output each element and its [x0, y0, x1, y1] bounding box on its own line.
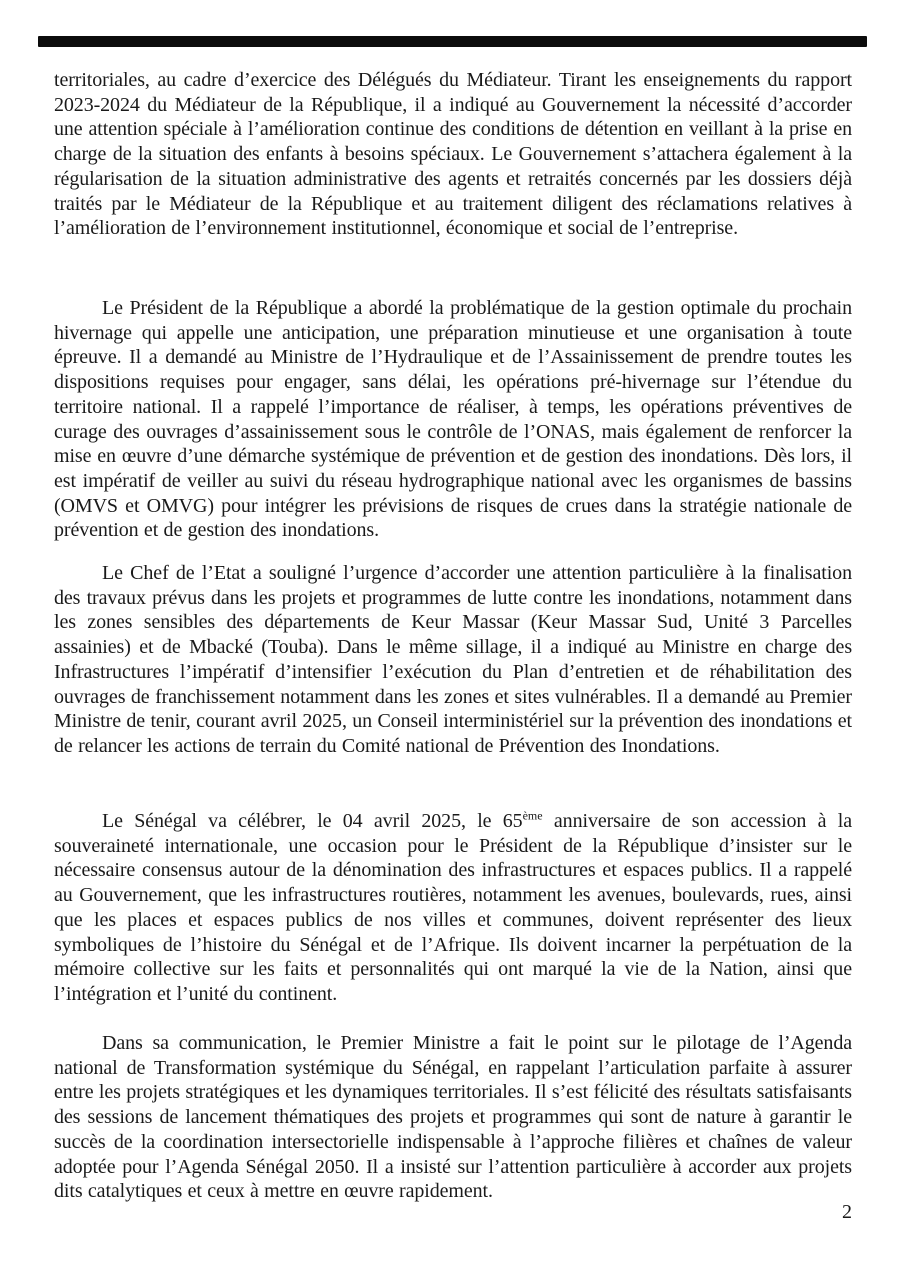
scan-artifact-bar [38, 36, 867, 47]
paragraph-segment: anniversaire de son accession à la souveraineté internationale, une occasion pour le Président de la République d’insister sur le nécessaire consensus autour de la dénomination des infrastructures et espaces publics. Il a rappelé au Gouvernement, que les infrastructures routières, notamment les avenues, boulevards, rues, ainsi que les places et espaces publics de nos villes et communes, doivent représenter des lieux symboliques de l’histoire du Sénégal et de l’Afrique. Ils doivent incarner la perpétuation de la mémoire collective sur les faits et personnalités qui ont marqué la vie de la Nation, ainsi que l’intégration et l’unité du continent. [54, 810, 852, 1005]
body-paragraph: Dans sa communication, le Premier Ministre a fait le point sur le pilotage de l’Agenda national de Transformation systémique du Sénégal, en rappelant l’articulation parfaite à assurer entre les projets stratégiques et les dynamiques territoriales. Il s’est félicité des résultats satisfaisants des sessions de lancement thématiques des projets et programmes qui sont de nature à garantir le succès de la coordination intersectorielle indispensable à l’approche filières et chaînes de valeur adoptée pour l’Agenda Sénégal 2050. Il a insisté sur l’attention particulière à accorder aux projets dits catalytiques et ceux à mettre en œuvre rapidement. [54, 1032, 852, 1203]
body-paragraph: Le Chef de l’Etat a souligné l’urgence d’accorder une attention particulière à la finalisation des travaux prévus dans les projets et programmes de lutte contre les inondations, notamment dans les zones sensibles des départements de Keur Massar (Keur Massar Sud, Unité 3 Parcelles assainies) et de Mbacké (Touba). Dans le même sillage, il a indiqué au Ministre en charge des Infrastructures l’impératif d’intensifier l’exécution du Plan d’entretien et de réhabilitation des ouvrages de franchissement notamment dans les zones et sites vulnérables. Il a demandé au Premier Ministre de tenir, courant avril 2025, un Conseil interministériel sur la prévention des inondations et de relancer les actions de terrain du Comité national de Prévention des Inondations. [54, 562, 852, 757]
ordinal-superscript: ème [522, 808, 543, 823]
body-paragraph: territoriales, au cadre d’exercice des Délégués du Médiateur. Tirant les enseignements du rapport 2023-2024 du Médiateur de la République, il a indiqué au Gouvernement la nécessité d’accorder une attention spéciale à l’amélioration continue des conditions de détention en veillant à la prise en charge de la situation des enfants à besoins spéciaux. Le Gouvernement s’attachera également à la régularisation de la situation administrative des agents et retraités concernés par les dossiers déjà traités par le Médiateur de la République et au traitement diligent des réclamations relatives à l’amélioration de l’environnement institutionnel, économique et social de l’entreprise. [54, 69, 852, 240]
paragraph-segment: Le Sénégal va célébrer, le 04 avril 2025, le 65 [102, 810, 523, 832]
page-number: 2 [842, 1201, 852, 1223]
body-paragraph: Le Président de la République a abordé la problématique de la gestion optimale du prochain hivernage qui appelle une anticipation, une préparation minutieuse et une organisation à toute épreuve. Il a demandé au Ministre de l’Hydraulique et de l’Assainissement de prendre toutes les dispositions requises pour engager, sans délai, les opérations pré-hivernage sur l’étendue du territoire national. Il a rappelé l’importance de réaliser, à temps, les opérations préventives de curage des ouvrages d’assainissement sous le contrôle de l’ONAS, mais également de renforcer la mise en œuvre d’une démarche systémique de prévention et de gestion des inondations. Dès lors, il est impératif de veiller au suivi du réseau hydrographique national avec les organismes de bassins (OMVS et OMVG) pour intégrer les prévisions de risques de crues dans la stratégie nationale de prévention et de gestion des inondations. [54, 297, 852, 542]
body-paragraph [54, 809, 852, 1007]
